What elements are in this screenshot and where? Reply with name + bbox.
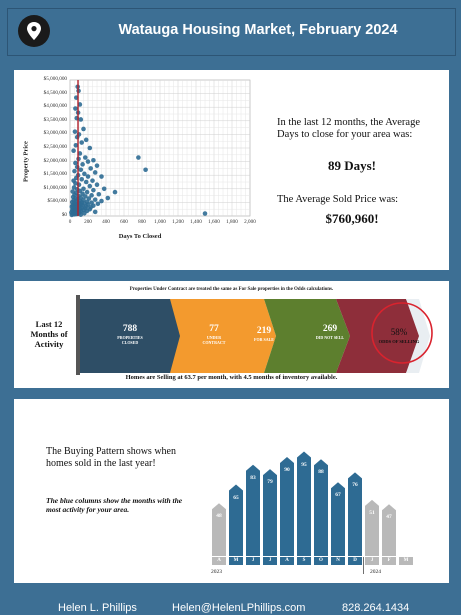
- closed-value: 788: [122, 324, 138, 334]
- bar-value-label: 67: [335, 492, 341, 499]
- bar-month-label: D: [353, 558, 357, 563]
- bar-month-label: A: [285, 558, 289, 563]
- under-contract-value: 77: [209, 324, 219, 334]
- bar-month-label: A: [217, 558, 221, 563]
- scatter-point: [88, 146, 93, 151]
- x-tick-label: 1,800: [226, 219, 238, 225]
- agent-email[interactable]: Helen@HelenLPhillips.com: [172, 602, 306, 614]
- x-axis-label: Days To Closed: [118, 233, 162, 240]
- x-tick-label: 200: [84, 219, 92, 225]
- bar-month-label: S: [302, 558, 306, 563]
- x-tick-label: 2,000: [244, 219, 256, 225]
- scatter-point: [79, 140, 84, 145]
- bar-month-label: M: [233, 558, 239, 563]
- arrow-divider-bar: [76, 295, 80, 375]
- for-sale-value: 219: [256, 326, 272, 336]
- x-tick-label: 1,200: [172, 219, 184, 225]
- buying-pattern-text: The Buying Pattern shows when homes sold in the last year!: [46, 446, 176, 469]
- scatter-point: [70, 213, 75, 218]
- scatter-point: [91, 158, 96, 163]
- avg-price-intro: The Average Sold Price was:: [277, 194, 399, 205]
- days-to-close-panel: [14, 70, 449, 270]
- for-sale-caption: FOR SALE: [254, 337, 274, 342]
- bar-month-label: M: [403, 558, 409, 563]
- scatter-point: [93, 170, 98, 175]
- y-axis-label: Property Price: [22, 141, 30, 182]
- bar-value-label: 48: [216, 513, 222, 520]
- selling-rate: Homes are Selling at 63.7 per month, with 4.5 months of inventory available.: [125, 374, 338, 381]
- y-tick-label: $3,000,000: [43, 130, 67, 137]
- bar-value-label: 51: [369, 509, 375, 516]
- scatter-point: [79, 167, 84, 172]
- bar-month-label: F: [387, 558, 391, 563]
- did-not-sell-caption: DID NOT SELL: [315, 335, 345, 340]
- page-title: Watauga Housing Market, February 2024: [118, 22, 398, 38]
- scatter-point: [97, 192, 102, 197]
- y-tick-label: $2,500,000: [43, 144, 67, 150]
- bar-value-label: 76: [352, 482, 358, 489]
- x-tick-label: 0: [68, 219, 72, 225]
- scatter-point: [86, 159, 91, 164]
- odds-caption: ODDS OF SELLING: [378, 339, 420, 344]
- bar-column: [365, 500, 379, 556]
- scatter-point: [81, 127, 86, 132]
- agent-name: Helen L. Phillips: [58, 602, 137, 614]
- bar-value-label: 95: [301, 461, 307, 468]
- header-bar: [7, 8, 456, 56]
- x-tick-label: 1,400: [190, 219, 202, 225]
- avg-price-value: $760,960!: [325, 211, 379, 226]
- scatter-point: [79, 117, 84, 122]
- scatter-point: [93, 197, 98, 202]
- x-tick-label: 400: [102, 219, 110, 225]
- scatter-point: [75, 135, 80, 140]
- year-label-2023: 2023: [211, 569, 222, 575]
- y-tick-label: $4,000,000: [43, 103, 67, 110]
- bar-value-label: 79: [267, 479, 273, 486]
- scatter-point: [73, 129, 78, 134]
- bar-month-label: N: [336, 558, 340, 563]
- bar-month-label: J: [370, 558, 374, 563]
- footer: [0, 597, 461, 615]
- under-contract-caption: UNDER CONTRACT: [202, 335, 226, 345]
- closed-caption: PROPERTIES CLOSED: [117, 335, 143, 345]
- scatter-point: [113, 190, 118, 195]
- scatter-point: [90, 178, 95, 183]
- scatter-point: [72, 169, 77, 174]
- did-not-sell-value: 269: [322, 324, 338, 334]
- scatter-point: [88, 166, 93, 171]
- y-tick-label: $2,000,000: [43, 157, 67, 164]
- y-tick-label: $1,000,000: [43, 184, 67, 191]
- bar-value-label: 90: [284, 467, 290, 473]
- scatter-point: [96, 201, 101, 206]
- buying-pattern-panel: [14, 399, 449, 583]
- scatter-point: [136, 155, 141, 160]
- bar-column: [212, 503, 226, 556]
- y-tick-label: $500,000: [47, 198, 67, 205]
- bar-month-label: J: [268, 558, 272, 563]
- x-tick-label: 1,600: [208, 219, 220, 225]
- avg-days-intro: In the last 12 months, the Average Days to close for your area was:: [277, 117, 420, 140]
- buying-pattern-chart: [14, 399, 449, 583]
- y-tick-label: $3,500,000: [43, 116, 67, 123]
- scatter-point: [79, 212, 84, 217]
- scatter-point: [88, 184, 93, 189]
- odds-value: 58%: [390, 327, 408, 337]
- bar-value-label: 83: [250, 474, 256, 481]
- bar-month-label: O: [319, 558, 323, 563]
- scatter-point: [73, 161, 78, 166]
- bar-value-label: 47: [386, 514, 392, 521]
- scatter-chart: [14, 70, 274, 270]
- y-tick-label: $5,000,000: [43, 76, 67, 82]
- map-pin-icon: [18, 15, 50, 47]
- y-tick-label: $1,500,000: [43, 171, 67, 178]
- scatter-point: [106, 196, 111, 201]
- scatter-point: [93, 210, 98, 215]
- scatter-point: [73, 106, 78, 111]
- scatter-point: [84, 138, 89, 143]
- buying-pattern-note: The blue columns show the months with the most activity for your area.: [46, 496, 183, 514]
- x-tick-label: 600: [120, 219, 128, 225]
- contract-note: Properties Under Contract are treated the same as For Sale properties in the Odds calculations.: [129, 287, 334, 292]
- agent-phone[interactable]: 828.264.1434: [342, 602, 410, 614]
- bar-month-label: J: [251, 558, 255, 563]
- y-tick-label: $0: [61, 212, 67, 218]
- activity-panel: [14, 281, 449, 388]
- scatter-point: [83, 155, 88, 160]
- bar-value-label: 65: [233, 494, 239, 501]
- scatter-point: [91, 188, 96, 193]
- scatter-point: [79, 177, 84, 182]
- scatter-point: [84, 180, 89, 185]
- avg-days-value: 89 Days!: [327, 158, 377, 173]
- scatter-point: [102, 187, 107, 192]
- bar-column: [382, 504, 396, 556]
- year-label-2024: 2024: [370, 569, 381, 575]
- scatter-point: [71, 148, 76, 153]
- scatter-point: [80, 162, 85, 167]
- bar-value-label: 88: [318, 469, 324, 476]
- scatter-point: [99, 174, 104, 179]
- scatter-point: [203, 211, 208, 216]
- scatter-point: [85, 190, 90, 195]
- scatter-point: [95, 163, 100, 168]
- y-tick-label: $4,500,000: [43, 89, 67, 96]
- scatter-point: [86, 174, 91, 179]
- months-label: Last 12 Months of Activity: [30, 319, 68, 349]
- x-tick-label: 800: [138, 219, 146, 225]
- scatter-point: [143, 167, 148, 172]
- x-tick-label: 1,000: [154, 219, 166, 225]
- scatter-point: [95, 182, 100, 187]
